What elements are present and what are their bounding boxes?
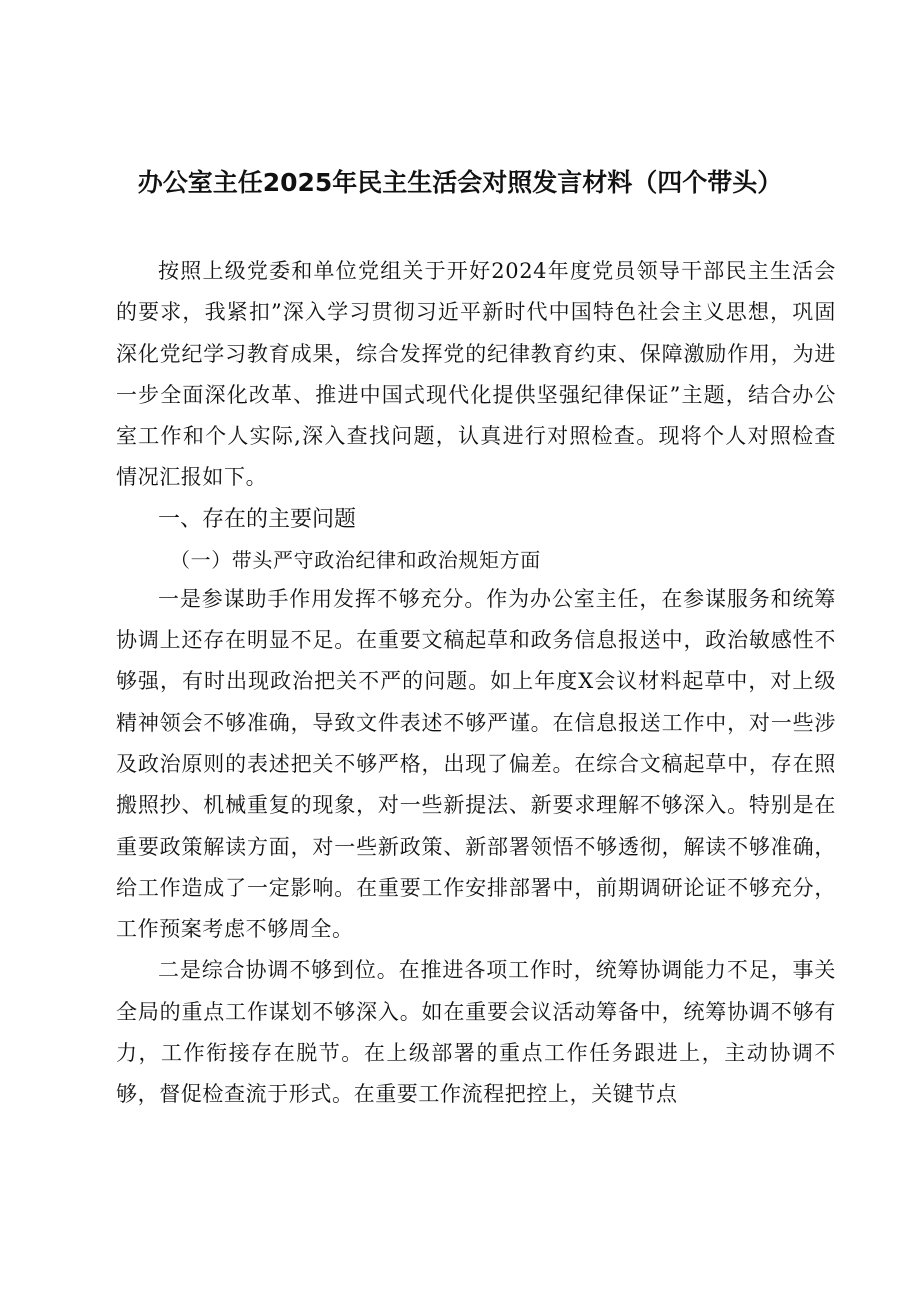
section-heading: 一、存在的主要问题 <box>158 506 357 532</box>
document-body <box>116 251 836 1116</box>
body-paragraph-2: 二是综合协调不够到位。在推进各项工作时，统筹协调能力不足，事关全局的重点工作谋划不够深入。如在重要会议活动筹备中，统筹协调不够有力，工作衔接存在脱节。在上级部署的重点工作任务跟进上，主动协调不够，督促检查流于形式。在重要工作流程把控上，关键节点 <box>116 958 836 1107</box>
document-title: 办公室主任2025年民主生活会对照发言材料（四个带头） <box>137 168 783 197</box>
subsection-heading: （一）带头严守政治纪律和政治规矩方面 <box>170 547 541 572</box>
body-paragraph-1: 一是参谋助手作用发挥不够充分。作为办公室主任，在参谋服务和统筹协调上还存在明显不足。在重要文稿起草和政务信息报送中，政治敏感性不够强，有时出现政治把关不严的问题。如上年度X会议材料起草中，对上级精神领会不够准确，导致文件表述不够严谨。在信息报送工作中，对一些涉及政治原则的表述把关不够严格，出现了偏差。在综合文稿起草中，存在照搬照抄、机械重复的现象，对一些新提法、新要求理解不够深入。特别是在重要政策解读方面，对一些新政策、新部署领悟不够透彻，解读不够准确，给工作造成了一定影响。在重要工作安排部署中，前期调研论证不够充分，工作预案考虑不够周全。 <box>116 586 836 942</box>
intro-paragraph: 按照上级党委和单位党组关于开好2024年度党员领导干部民主生活会的要求，我紧扣”深入学习贯彻习近平新时代中国特色社会主义思想，巩固深化党纪学习教育成果，综合发挥党的纪律教育约束、保障激励作用，为进一步全面深化改革、推进中国式现代化提供坚强纪律保证”主题，结合办公室工作和个人实际,深入查找问题，认真进行对照检查。现将个人对照检查情况汇报如下。 <box>116 259 836 490</box>
